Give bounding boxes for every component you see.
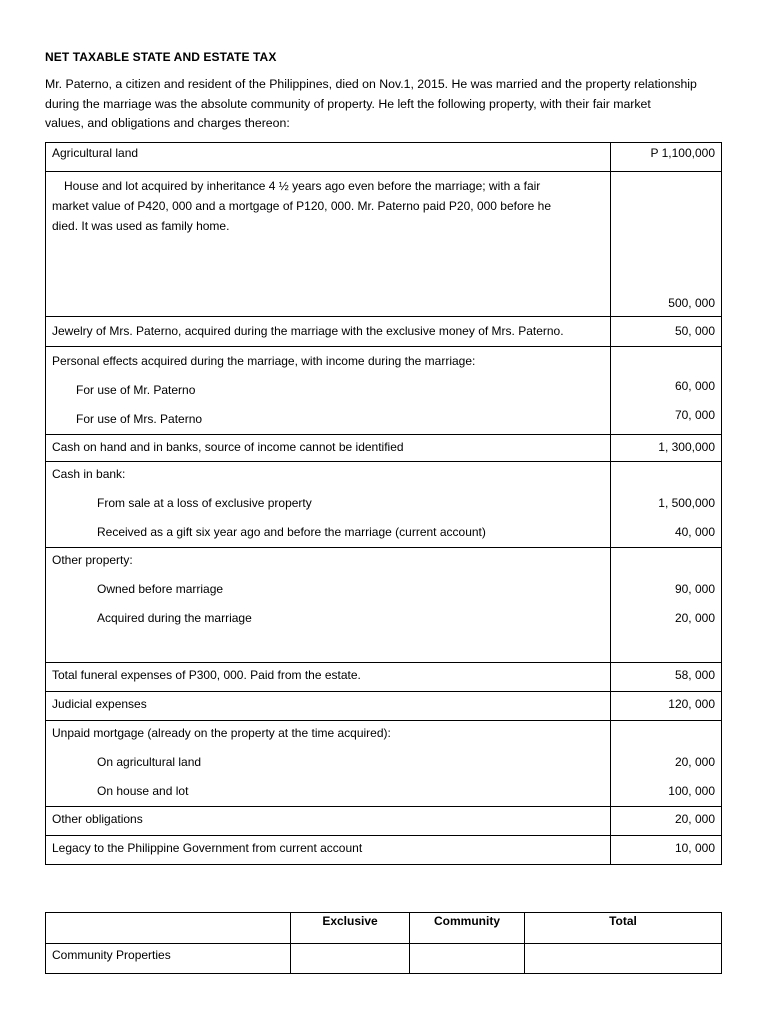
sub-item-label: Received as a gift six year ago and before the marriage (current account) <box>97 525 486 539</box>
document-title: NET TAXABLE STATE AND ESTATE TAX <box>45 50 277 64</box>
item-amount: 58, 000 <box>611 663 722 692</box>
table-row <box>46 347 722 435</box>
sub-item-amount: 70, 000 <box>674 408 715 422</box>
intro-line: Mr. Paterno, a citizen and resident of the Philippines, died on Nov.1, 2015. He was married and the property relationship <box>45 77 697 91</box>
intro-paragraph <box>45 75 725 134</box>
item-amount: 1, 300,000 <box>611 435 722 462</box>
sub-item-amount: 40, 000 <box>674 525 715 539</box>
sub-item-amount: 90, 000 <box>674 582 715 596</box>
table-row <box>46 663 722 692</box>
item-label: Personal effects acquired during the marriage, with income during the marriage: For use of Mr. Paterno For use of Mrs. Paterno <box>46 347 611 435</box>
sub-item-label: Acquired during the marriage <box>97 611 252 625</box>
table-row <box>46 317 722 347</box>
item-label: Legacy to the Philippine Government from current account <box>46 836 611 865</box>
table-row <box>46 143 722 172</box>
item-amount: 120, 000 <box>611 692 722 721</box>
sub-item-label: For use of Mrs. Paterno <box>76 412 203 426</box>
sub-item-amount: 20, 000 <box>674 755 715 769</box>
item-amount: 500, 000 <box>611 172 722 317</box>
table-row <box>46 692 722 721</box>
sub-item-label: On house and lot <box>97 784 189 798</box>
item-label: Other obligations <box>46 807 611 836</box>
item-amount <box>611 548 722 663</box>
table-row <box>46 721 722 807</box>
header-community: Community <box>410 913 525 944</box>
item-label: Unpaid mortgage (already on the property at the time acquired): On agricultural land On house and lot <box>46 721 611 807</box>
table-row <box>46 435 722 462</box>
item-label: Total funeral expenses of P300, 000. Paid from the estate. <box>46 663 611 692</box>
table-row <box>46 807 722 836</box>
property-table <box>45 142 722 865</box>
summary-row <box>46 944 722 974</box>
header-blank <box>46 913 291 944</box>
item-label: Cash on hand and in banks, source of income cannot be identified <box>46 435 611 462</box>
item-amount <box>611 347 722 435</box>
summary-header-row <box>46 913 722 944</box>
item-amount <box>611 462 722 548</box>
sub-item-amount: 1, 500,000 <box>658 496 715 510</box>
sub-item-amount: 60, 000 <box>674 379 715 393</box>
cell-community <box>410 944 525 974</box>
cell-total <box>525 944 722 974</box>
cell-exclusive <box>291 944 410 974</box>
table-row <box>46 836 722 865</box>
sub-item-amount: 20, 000 <box>674 611 715 625</box>
house-line: market value of P420, 000 and a mortgage of P120, 000. Mr. Paterno paid P20, 000 before he <box>52 199 552 213</box>
item-amount: 10, 000 <box>611 836 722 865</box>
sub-item-label: From sale at a loss of exclusive property <box>97 496 312 510</box>
header-total: Total <box>525 913 722 944</box>
item-label: Cash in bank: From sale at a loss of exclusive property Received as a gift six year ago and before the marriage (current account) <box>46 462 611 548</box>
item-label: Agricultural land <box>46 143 611 172</box>
house-line: House and lot acquired by inheritance 4 ½ years ago even before the marriage; with a fair <box>64 179 541 193</box>
item-amount: 20, 000 <box>611 807 722 836</box>
item-amount <box>611 721 722 807</box>
intro-line: during the marriage was the absolute community of property. He left the following property, with their fair market <box>45 96 651 111</box>
table-row <box>46 172 722 317</box>
item-label <box>46 172 611 317</box>
sub-item-label: For use of Mr. Paterno <box>76 383 196 397</box>
sub-item-label: Owned before marriage <box>97 582 224 596</box>
item-label: Jewelry of Mrs. Paterno, acquired during the marriage with the exclusive money of Mrs. Paterno. <box>46 317 611 347</box>
table-row <box>46 548 722 663</box>
table-row <box>46 462 722 548</box>
header-exclusive: Exclusive <box>291 913 410 944</box>
house-line: died. It was used as family home. <box>52 219 230 233</box>
sub-item-amount: 100, 000 <box>668 784 715 798</box>
item-amount: P 1,100,000 <box>611 143 722 172</box>
row-label: Community Properties <box>46 944 291 974</box>
sub-item-label: On agricultural land <box>97 755 202 769</box>
item-amount: 50, 000 <box>611 317 722 347</box>
intro-line: values, and obligations and charges thereon: <box>45 116 290 130</box>
summary-table <box>45 912 722 974</box>
item-label: Other property: Owned before marriage Acquired during the marriage <box>46 548 611 663</box>
item-label: Judicial expenses <box>46 692 611 721</box>
